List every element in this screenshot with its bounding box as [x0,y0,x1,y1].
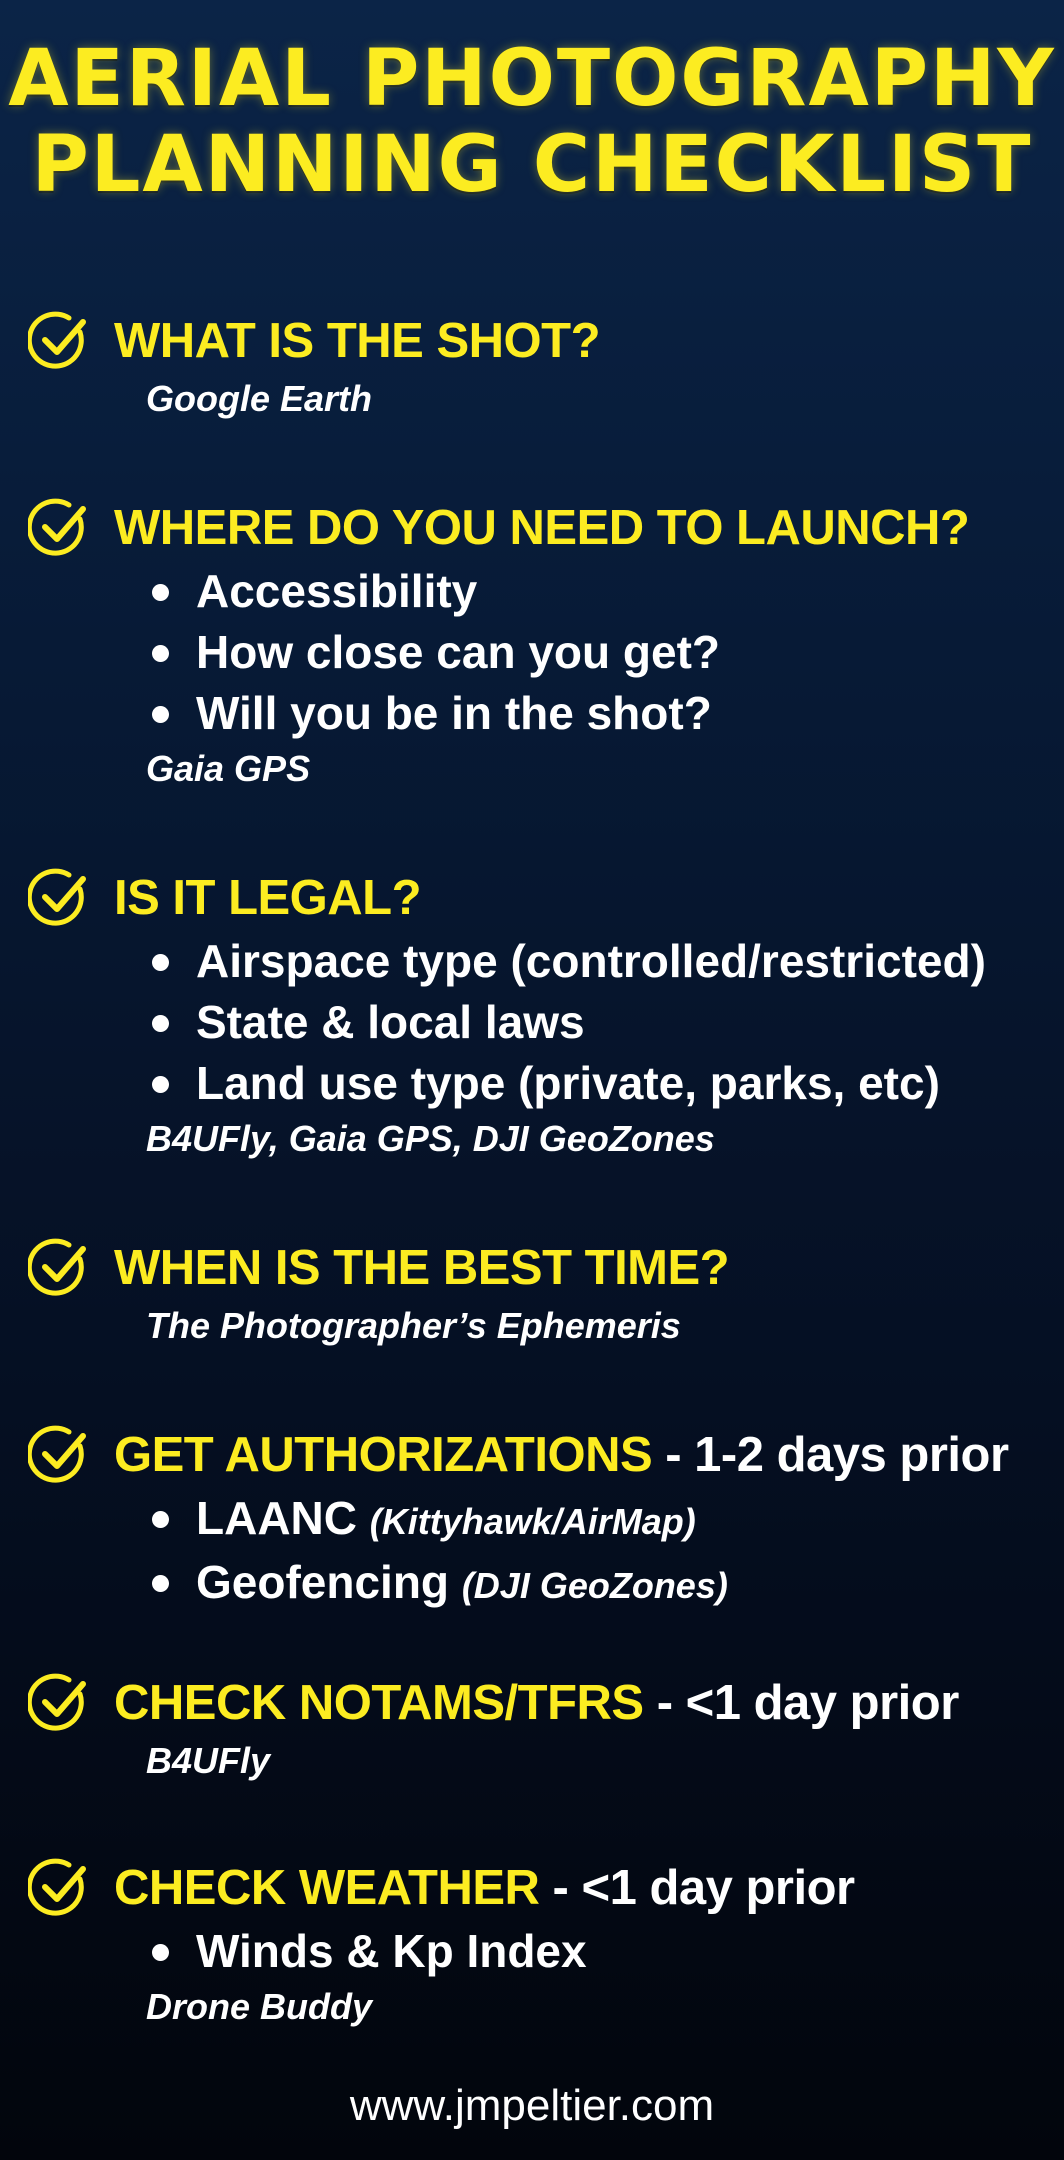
checklist-section-shot [28,310,1038,424]
tools-label: B4UFly, Gaia GPS, DJI GeoZones [146,1118,715,1159]
check-circle-icon [28,497,90,559]
bullet-icon [152,584,169,601]
bullet-icon [152,1076,169,1093]
bullet-icon [152,1944,169,1961]
title-line-1: AERIAL PHOTOGRAPHY [8,34,1056,124]
website-link[interactable]: www.jmpeltier.com [349,2081,715,2130]
tools-label: B4UFly [146,1740,271,1781]
checklist-section-time [28,1237,1038,1351]
section-heading: WHEN IS THE BEST TIME? [114,1241,730,1295]
list-item: Land use type (private, parks, etc) [152,1053,1038,1114]
bullet-list [152,561,1038,744]
page-title [0,36,1064,208]
list-item: State & local laws [152,992,1038,1053]
check-circle-icon [28,1672,90,1734]
tool-label: (DJI GeoZones) [461,1565,728,1606]
bullet-list [152,1488,1038,1616]
section-heading: CHECK NOTAMS/TFRS - <1 day prior [114,1676,959,1730]
bullet-icon [152,1575,169,1592]
list-item: Will you be in the shot? [152,683,1038,744]
tools-label: Gaia GPS [146,748,311,789]
section-heading: WHAT IS THE SHOT? [114,314,600,368]
tool-label: (Kittyhawk/AirMap) [369,1501,696,1542]
list-item: How close can you get? [152,622,1038,683]
checklist-section-notams [28,1672,1038,1786]
timing-label: - 1-2 days prior [652,1428,1009,1482]
tools-label: Drone Buddy [146,1986,373,2027]
section-heading: GET AUTHORIZATIONS - 1-2 days prior [114,1428,1009,1482]
title-line-2: PLANNING CHECKLIST [31,120,1033,210]
timing-label: - <1 day prior [643,1676,959,1730]
check-circle-icon [28,1237,90,1299]
checklist-section-legal [28,867,1038,1164]
bullet-icon [152,645,169,662]
tools-label: Google Earth [146,378,373,419]
bullet-icon [152,954,169,971]
bullet-list [152,1921,1038,1982]
section-heading: WHERE DO YOU NEED TO LAUNCH? [114,501,970,555]
bullet-list [152,931,1038,1114]
list-item: Accessibility [152,561,1038,622]
section-heading: IS IT LEGAL? [114,871,422,925]
check-circle-icon [28,310,90,372]
check-circle-icon [28,867,90,929]
checklist-section-authorizations [28,1424,1038,1616]
list-item: LAANC (Kittyhawk/AirMap) [152,1488,1038,1552]
section-heading: CHECK WEATHER - <1 day prior [114,1861,855,1915]
timing-label: - <1 day prior [539,1861,855,1915]
bullet-icon [152,1511,169,1528]
check-circle-icon [28,1424,90,1486]
bullet-icon [152,1015,169,1032]
tools-label: The Photographer’s Ephemeris [146,1305,681,1346]
bullet-icon [152,706,169,723]
check-circle-icon [28,1857,90,1919]
list-item: Airspace type (controlled/restricted) [152,931,1038,992]
list-item: Winds & Kp Index [152,1921,1038,1982]
checklist-section-launch [28,497,1038,794]
checklist-section-weather [28,1857,1038,2032]
list-item: Geofencing (DJI GeoZones) [152,1552,1038,1616]
